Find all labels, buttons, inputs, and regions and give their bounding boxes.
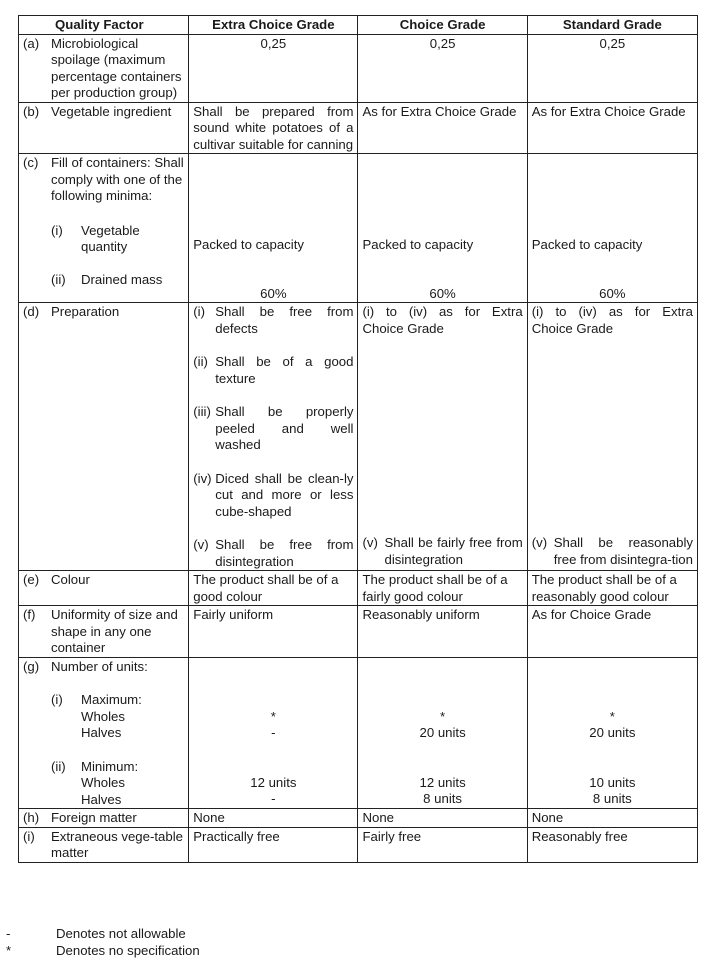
- choice-value: [358, 657, 527, 809]
- factor-text: Preparation: [51, 304, 120, 319]
- standard-prep-top: (i) to (iv) as for Extra Choice Grade: [531, 304, 693, 336]
- legend-symbol: -: [6, 926, 11, 941]
- factor-text: Microbiological spoilage (maximum percentage containers per production group): [51, 35, 182, 100]
- extra-min-halves: -: [271, 791, 276, 806]
- extra-value: None: [189, 809, 358, 828]
- factor-text: Foreign matter: [51, 810, 137, 825]
- choice-value: None: [358, 809, 527, 828]
- table-row-uniformity: [19, 606, 698, 658]
- legend-text: Denotes not allowable: [56, 926, 186, 941]
- table-row-vegetable-ingredient: [19, 102, 698, 154]
- choice-max-wholes: *: [440, 708, 446, 724]
- row-label: (b): [23, 103, 40, 119]
- quality-grades-table: [18, 15, 698, 863]
- standard-value: None: [527, 809, 697, 828]
- standard-prep-item-v: (v) Shall be reasonably free from disintegra-tion: [531, 535, 693, 567]
- extra-prep-item: (iv) Diced shall be clean-ly cut and more or less cube-shaped: [193, 470, 354, 519]
- choice-value: [358, 303, 527, 571]
- legend-text: Denotes no specification: [56, 943, 200, 958]
- column-header-choice: Choice Grade: [358, 16, 527, 35]
- standard-min-wholes: 10 units: [589, 774, 636, 790]
- extra-prep-item: (v) Shall be free from disintegration: [193, 537, 354, 569]
- factor-cell: [19, 809, 189, 828]
- extra-prep-item: (ii) Shall be of a good texture: [193, 354, 354, 386]
- standard-value: [527, 154, 697, 303]
- table-row-fill-of-containers: [19, 154, 698, 303]
- extra-prep-item: (i) Shall be free from defects: [193, 304, 354, 336]
- row-label: (f): [23, 607, 36, 622]
- choice-max-halves: 20 units: [419, 725, 466, 740]
- legend-item: [6, 942, 200, 959]
- extra-value: The product shall be of a good colour: [189, 571, 358, 606]
- standard-max-wholes: *: [609, 708, 615, 724]
- extra-value: Practically free: [189, 827, 358, 862]
- extra-value: [189, 657, 358, 809]
- choice-sub1-value: Packed to capacity: [362, 237, 474, 252]
- table-row-colour: [19, 571, 698, 606]
- factor-cell: [19, 657, 189, 809]
- sub-label: (i): [51, 222, 63, 238]
- factor-cell: [19, 34, 189, 102]
- table-row-preparation: [19, 303, 698, 571]
- row-label: (e): [23, 572, 40, 587]
- factor-cell: [19, 154, 189, 303]
- sub-factor-text: Vegetable quantity: [81, 222, 140, 254]
- choice-min-halves: 8 units: [423, 791, 463, 806]
- extra-max-wholes: *: [270, 708, 276, 724]
- row-label: (g): [23, 658, 40, 674]
- column-header-extra-choice: Extra Choice Grade: [189, 16, 358, 35]
- factor-text: Number of units:: [51, 658, 148, 674]
- legend-item: [6, 925, 200, 942]
- factor-cell: [19, 102, 189, 154]
- factor-text: Colour: [51, 572, 90, 587]
- choice-value: Fairly free: [358, 827, 527, 862]
- factor-cell: [19, 827, 189, 862]
- choice-value: As for Extra Choice Grade: [358, 102, 527, 154]
- choice-value: Reasonably uniform: [358, 606, 527, 658]
- extra-min-wholes: 12 units: [250, 774, 297, 790]
- standard-sub1-value: Packed to capacity: [531, 237, 643, 252]
- choice-sub2-value: 60%: [429, 285, 456, 301]
- row-label: (c): [23, 155, 39, 170]
- max-halves-label: Halves: [81, 725, 122, 740]
- table-row-number-of-units: [19, 657, 698, 809]
- extra-max-halves: -: [271, 725, 276, 740]
- min-wholes-label: Wholes: [81, 775, 125, 790]
- extra-value: [189, 303, 358, 571]
- table-row-microbiological: [19, 34, 698, 102]
- sub-label: (ii): [51, 758, 66, 774]
- sub-factor-text: Drained mass: [81, 271, 163, 287]
- factor-text: Fill of containers: Shall comply with one of the following minima:: [51, 155, 184, 203]
- standard-sub2-value: 60%: [599, 285, 626, 301]
- min-title: Minimum:: [81, 758, 139, 774]
- sub-label: (i): [51, 692, 63, 707]
- standard-value: The product shall be of a reasonably good colour: [527, 571, 697, 606]
- choice-value: The product shall be of a fairly good colour: [358, 571, 527, 606]
- standard-value: 0,25: [527, 34, 697, 102]
- factor-cell: [19, 606, 189, 658]
- legend-symbol: *: [6, 943, 12, 958]
- column-header-quality-factor: Quality Factor: [19, 16, 189, 35]
- factor-text: Extraneous vege-table matter: [51, 828, 183, 860]
- extra-value: 0,25: [189, 34, 358, 102]
- standard-value: [527, 657, 697, 809]
- choice-value: 0,25: [358, 34, 527, 102]
- table-header-row: [19, 16, 698, 35]
- standard-value: As for Choice Grade: [527, 606, 697, 658]
- table-row-extraneous-matter: [19, 827, 698, 862]
- max-wholes-label: Wholes: [81, 708, 125, 724]
- extra-value: [189, 154, 358, 303]
- choice-prep-top: (i) to (iv) as for Extra Choice Grade: [362, 304, 523, 336]
- row-label: (h): [23, 810, 40, 825]
- sub-label: (ii): [51, 271, 66, 287]
- choice-min-wholes: 12 units: [419, 774, 466, 790]
- standard-value: [527, 303, 697, 571]
- extra-value: Shall be prepared from sound white potatoes of a cultivar suitable for canning: [189, 102, 358, 154]
- max-title: Maximum:: [81, 692, 142, 707]
- extra-value: Fairly uniform: [189, 606, 358, 658]
- standard-min-halves: 8 units: [592, 791, 632, 806]
- factor-text: Uniformity of size and shape in any one container: [51, 607, 178, 655]
- factor-cell: [19, 303, 189, 571]
- standard-max-halves: 20 units: [589, 725, 636, 740]
- min-halves-label: Halves: [81, 791, 122, 807]
- extra-sub2-value: 60%: [260, 285, 287, 301]
- choice-prep-item-v: (v) Shall be fairly free from disintegration: [362, 535, 523, 567]
- column-header-standard: Standard Grade: [527, 16, 697, 35]
- row-label: (i): [23, 828, 35, 844]
- standard-value: Reasonably free: [527, 827, 697, 862]
- factor-text: Vegetable ingredient: [51, 103, 172, 119]
- table-row-foreign-matter: [19, 809, 698, 828]
- legend: [6, 925, 200, 959]
- row-label: (d): [23, 304, 40, 319]
- extra-sub1-value: Packed to capacity: [193, 237, 304, 252]
- standard-value: As for Extra Choice Grade: [527, 102, 697, 154]
- row-label: (a): [23, 35, 40, 51]
- choice-value: [358, 154, 527, 303]
- extra-prep-item: (iii) Shall be properly peeled and well washed: [193, 404, 354, 452]
- factor-cell: [19, 571, 189, 606]
